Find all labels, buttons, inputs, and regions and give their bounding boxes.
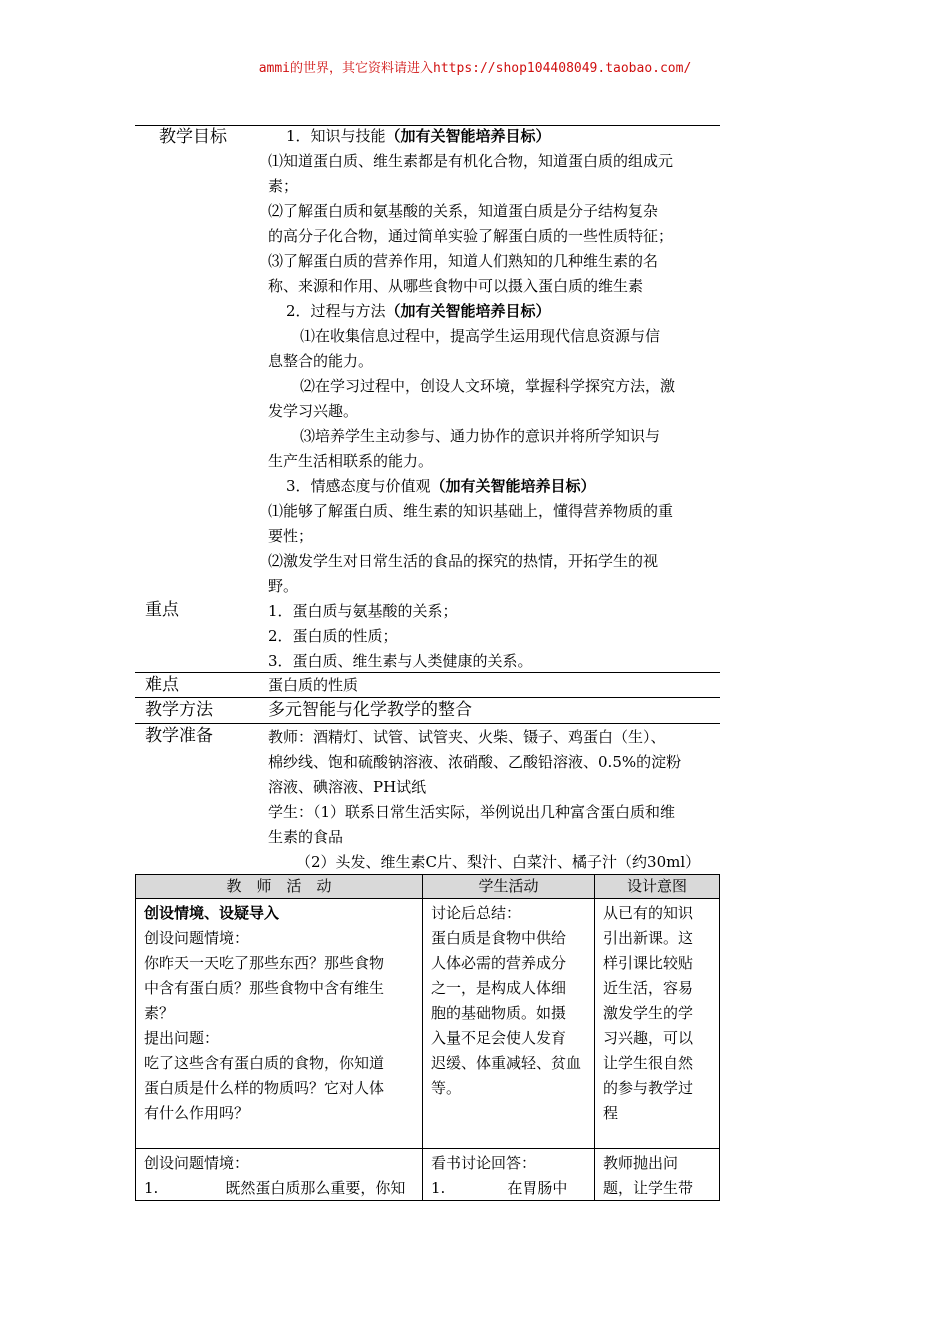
grid-line: [135, 1148, 720, 1149]
table-header-teacher: 教 师 活 动: [136, 875, 422, 898]
teacher-text-line: 创设问题情境：: [144, 929, 250, 947]
student-text-line: 人体必需的营养成分: [431, 954, 567, 972]
intent-text-line: 教师抛出问: [603, 1154, 679, 1172]
teacher-text-line: 提出问题：: [144, 1029, 220, 1047]
prep-line: 棉纱线、饱和硫酸钠溶液、浓硝酸、乙酸铅溶液、0.5%的淀粉: [268, 753, 682, 771]
student-text-line: 蛋白质是食物中供给: [431, 929, 567, 947]
student-text-line: 入量不足会使人发育: [431, 1029, 567, 1047]
grid-line: [135, 874, 136, 1201]
intent-text-line: 从已有的知识: [603, 904, 694, 922]
key-point-item: 1．蛋白质与氨基酸的关系；: [268, 602, 458, 620]
intent-text-line: 引出新课。这: [603, 929, 694, 947]
goal-text-line: ⑶培养学生主动参与、通力协作的意识并将所学知识与: [300, 427, 661, 445]
grid-line: [135, 898, 720, 899]
grid-line: [719, 874, 720, 1201]
student-text-line: 胞的基础物质。如摄: [431, 1004, 567, 1022]
teacher-item-number: 1.: [144, 1179, 159, 1197]
grid-line: [135, 874, 720, 875]
teacher-text-line: 创设问题情境：: [144, 1154, 250, 1172]
row1-intent-cell: [603, 901, 693, 1126]
intent-text-line: 近生活，容易: [603, 979, 694, 997]
student-item-text: 在胃肠中: [507, 1179, 568, 1197]
goal-section-2-tag: （加有关智能培养目标）: [385, 302, 551, 320]
prep-line: （2）头发、维生素C片、梨汁、白菜汁、橘子汁（约30ml）: [296, 853, 701, 871]
student-text-line: 之一，是构成人体细: [431, 979, 567, 997]
teacher-text-line: 中含有蛋白质？那些食物中含有维生: [144, 979, 385, 997]
student-text-line: 等。: [431, 1079, 462, 1097]
intent-text-line: 的参与教学过: [603, 1079, 694, 1097]
prep-line: 生素的食品: [268, 828, 344, 846]
goal-section-1-tag: （加有关智能培养目标）: [385, 127, 551, 145]
label-key-points: 重点: [145, 600, 179, 620]
goal-section-1-heading: 1．知识与技能: [286, 127, 386, 145]
teacher-item-text: 既然蛋白质那么重要，你知: [225, 1179, 406, 1197]
teacher-text-line: [144, 1176, 405, 1201]
label-difficulty: 难点: [145, 675, 179, 695]
goal-text-line: 发学习兴趣。: [268, 402, 359, 420]
grid-line: [594, 874, 595, 1201]
goal-section-1-title: [286, 124, 551, 149]
table-header-student: 学生活动: [423, 875, 594, 898]
student-text-line: 迟缓、体重减轻、贫血: [431, 1054, 582, 1072]
goal-text-line: 野。: [268, 577, 299, 595]
row2-intent-cell: [603, 1151, 693, 1201]
student-item-number: 1.: [431, 1179, 446, 1197]
table-header-intent: 设计意图: [595, 875, 719, 898]
goal-text-line: ⑴在收集信息过程中，提高学生运用现代信息资源与信: [300, 327, 661, 345]
prep-line: 学生：（1）联系日常生活实际，举例说出几种富含蛋白质和维: [268, 803, 676, 821]
goal-section-3-heading: 3．情感态度与价值观: [286, 477, 431, 495]
goal-text-line: 要性；: [268, 527, 314, 545]
row2-student-cell: [431, 1151, 567, 1201]
student-text-line: [431, 1176, 567, 1201]
goal-text-line: ⑴能够了解蛋白质、维生素的知识基础上，懂得营养物质的重: [268, 502, 674, 520]
student-text-line: 讨论后总结：: [431, 904, 522, 922]
goal-section-3-tag: （加有关智能培养目标）: [430, 477, 596, 495]
teacher-step-title: 创设情境、设疑导入: [144, 904, 280, 922]
goal-text-line: ⑵激发学生对日常生活的食品的探究的热情，开拓学生的视: [268, 552, 659, 570]
row1-student-cell: [431, 901, 581, 1101]
goal-text-line: ⑴知道蛋白质、维生素都是有机化合物，知道蛋白质的组成元: [268, 152, 674, 170]
row2-teacher-cell: [144, 1151, 405, 1201]
grid-line: [422, 874, 423, 1201]
teacher-text-line: 吃了这些含有蛋白质的食物，你知道: [144, 1054, 385, 1072]
intent-text-line: 题，让学生带: [603, 1179, 694, 1197]
divider-prep: [135, 723, 720, 724]
label-prep: 教学准备: [145, 726, 213, 746]
goal-text-line: ⑵在学习过程中，创设人文环境，掌握科学探究方法，激: [300, 377, 676, 395]
key-point-item: 2．蛋白质的性质；: [268, 627, 398, 645]
method-value: 多元智能与化学教学的整合: [268, 700, 472, 720]
intent-text-line: 激发学生的学: [603, 1004, 694, 1022]
activity-table: [135, 874, 720, 1201]
goal-text-line: ⑶了解蛋白质的营养作用，知道人们熟知的几种维生素的名: [268, 252, 659, 270]
teacher-text-line: 你昨天一天吃了那些东西？那些食物: [144, 954, 385, 972]
intent-text-line: 让学生很自然: [603, 1054, 694, 1072]
goal-text-line: 息整合的能力。: [268, 352, 374, 370]
intent-text-line: 样引课比较贴: [603, 954, 694, 972]
prep-line: 教师：酒精灯、试管、试管夹、火柴、镊子、鸡蛋白（生）、: [268, 728, 666, 746]
difficulty-value: 蛋白质的性质: [268, 676, 359, 694]
intent-text-line: 程: [603, 1104, 619, 1122]
teacher-text-line: 素？: [144, 1004, 175, 1022]
goal-text-line: 生产生活相联系的能力。: [268, 452, 434, 470]
label-method: 教学方法: [145, 700, 213, 720]
prep-line: 溶液、碘溶液、PH试纸: [268, 778, 427, 796]
goal-text-line: 称、来源和作用、从哪些食物中可以摄入蛋白质的维生素: [268, 277, 644, 295]
intent-text-line: 习兴趣，可以: [603, 1029, 694, 1047]
teacher-text-line: 蛋白质是什么样的物质吗？它对人体: [144, 1079, 385, 1097]
goal-section-3-title: [286, 474, 596, 499]
student-text-line: 看书讨论回答：: [431, 1154, 537, 1172]
goal-text-line: ⑵了解蛋白质和氨基酸的关系，知道蛋白质是分子结构复杂: [268, 202, 659, 220]
goal-section-2-heading: 2．过程与方法: [286, 302, 386, 320]
goal-section-2-title: [286, 299, 551, 324]
page-header[interactable]: ammi的世界，其它资料请进入https://shop104408049.taobao.com/: [258, 61, 692, 76]
goal-text-line: 素；: [268, 177, 299, 195]
goal-text-line: 的高分子化合物，通过简单实验了解蛋白质的一些性质特征；: [268, 227, 674, 245]
label-goals: 教学目标: [159, 127, 227, 147]
row1-teacher-cell: [144, 901, 384, 1126]
key-point-item: 3．蛋白质、维生素与人类健康的关系。: [268, 652, 533, 670]
teacher-text-line: 有什么作用吗？: [144, 1104, 250, 1122]
